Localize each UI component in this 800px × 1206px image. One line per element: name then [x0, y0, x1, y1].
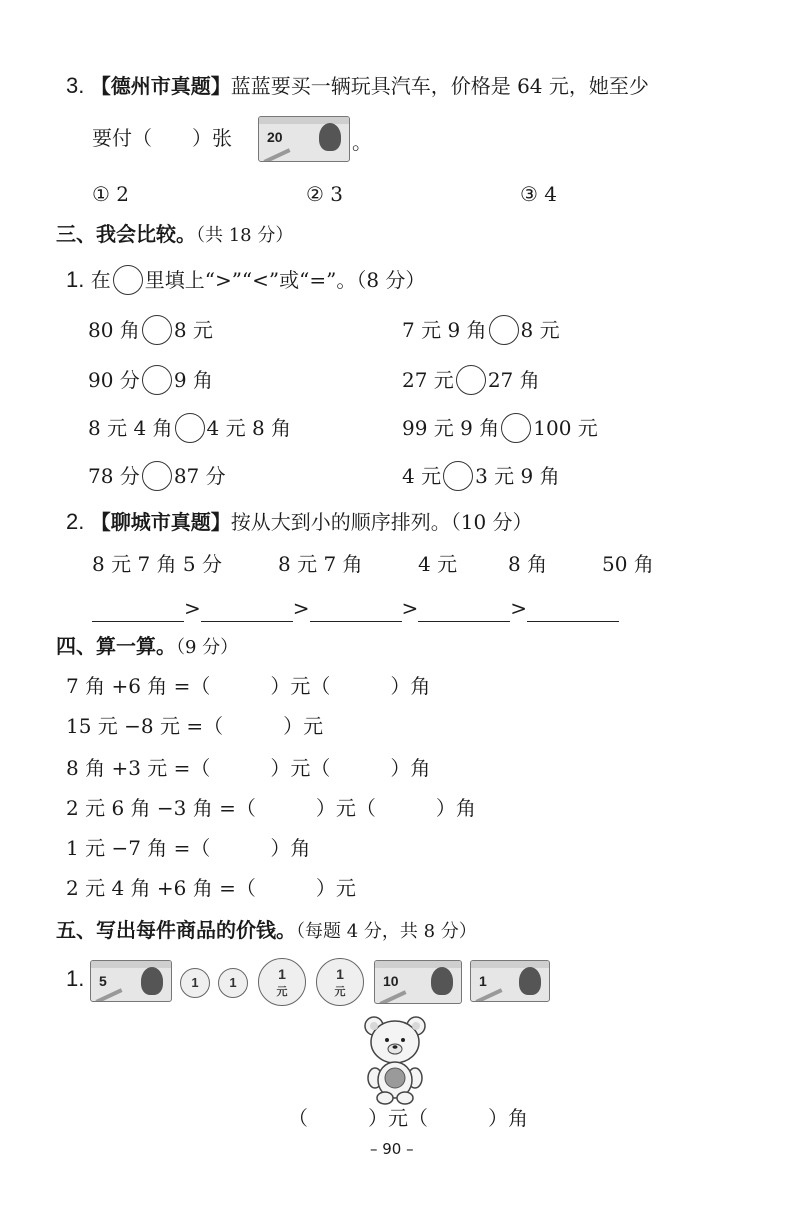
question-text: 蓝蓝要买一辆玩具汽车，价格是 64 元，她至少	[230, 74, 649, 98]
question-text: 要付（ ）张	[92, 126, 232, 150]
compare-item	[402, 316, 560, 345]
question-number: 3.	[66, 73, 85, 98]
compare-circle[interactable]	[142, 315, 172, 345]
compare-item	[402, 366, 540, 395]
coin-small-icon: 1	[180, 968, 210, 998]
question-number: 2.	[66, 509, 85, 534]
teddy-bear-icon	[360, 1014, 430, 1106]
order-item: 8 元 7 角	[278, 552, 363, 576]
answer-blank[interactable]	[527, 599, 619, 622]
order-item: 8 角	[508, 552, 548, 576]
compare-right: 3 元 9 角	[475, 464, 560, 488]
coin-value: 1	[336, 966, 344, 982]
answer-circle-icon	[113, 265, 143, 295]
question-text: 里填上“>”“<”或“=”。（8 分）	[144, 268, 426, 292]
section-3-question-1	[66, 266, 425, 295]
portrait-icon	[319, 123, 341, 151]
answer-blank[interactable]	[201, 599, 293, 622]
section-score: （9 分）	[176, 637, 239, 658]
compare-circle[interactable]	[501, 413, 531, 443]
question-source: 【德州市真题】	[90, 74, 231, 98]
compare-right: 8 元	[173, 318, 213, 342]
section-title: 五、写出每件商品的价钱。	[56, 918, 296, 942]
calc-line[interactable]: 8 角 +3 元 =（ ）元（ ）角	[66, 756, 431, 780]
coin-unit: 元	[334, 986, 346, 998]
compare-circle[interactable]	[443, 461, 473, 491]
greater-than: >	[401, 596, 419, 620]
section-title: 四、算一算。	[56, 634, 176, 658]
page-number: – 90 –	[370, 1140, 414, 1158]
section-score: （每题 4 分，共 8 分）	[296, 921, 477, 942]
compare-left: 27 元	[402, 368, 454, 392]
compare-item	[88, 462, 226, 491]
option-2[interactable]: ② 3	[306, 182, 344, 206]
compare-item	[402, 462, 560, 491]
compare-left: 80 角	[88, 318, 140, 342]
banknote-1-image	[470, 960, 550, 1002]
compare-right: 4 元 8 角	[206, 416, 292, 440]
compare-right: 27 角	[487, 368, 540, 392]
calc-line[interactable]: 15 元 −8 元 =（ ）元	[66, 714, 324, 738]
price-answer[interactable]: （ ）元（ ）角	[288, 1106, 528, 1130]
answer-blank[interactable]	[418, 599, 510, 622]
question-source: 【聊城市真题】	[90, 510, 231, 534]
order-item: 50 角	[602, 552, 654, 576]
compare-left: 4 元	[402, 464, 442, 488]
section-5-heading	[56, 916, 477, 946]
compare-item	[88, 366, 213, 395]
option-1[interactable]: ① 2	[92, 182, 130, 206]
banknote-10-image	[374, 960, 462, 1004]
calc-line[interactable]: 2 元 4 角 +6 角 =（ ）元	[66, 876, 356, 900]
compare-circle[interactable]	[456, 365, 486, 395]
coin-one-yuan-icon	[258, 958, 306, 1006]
compare-circle[interactable]	[489, 315, 519, 345]
calc-line[interactable]: 1 元 −7 角 =（ ）角	[66, 836, 311, 860]
compare-right: 100 元	[533, 416, 598, 440]
greater-than: >	[510, 596, 528, 620]
section-3-heading	[56, 220, 293, 250]
order-item: 4 元	[418, 552, 458, 576]
compare-right: 8 元	[520, 318, 560, 342]
coin-value: 1	[278, 966, 286, 982]
question-text-end: 。	[352, 130, 372, 154]
banknote-denomination: 10	[383, 973, 399, 989]
greater-than: >	[292, 596, 310, 620]
section-title: 三、我会比较。	[56, 222, 196, 246]
compare-left: 90 分	[88, 368, 140, 392]
coin-one-yuan-icon	[316, 958, 364, 1006]
compare-left: 7 元 9 角	[402, 318, 487, 342]
banknote-20-image	[258, 116, 350, 162]
compare-circle[interactable]	[142, 365, 172, 395]
coin-unit: 元	[276, 986, 288, 998]
calc-line[interactable]: 2 元 6 角 −3 角 =（ ）元（ ）角	[66, 796, 476, 820]
coin-small-icon: 1	[218, 968, 248, 998]
question-number: 1.	[66, 966, 85, 991]
greater-than: >	[184, 596, 201, 620]
question-text: 在	[90, 268, 111, 292]
compare-left: 8 元 4 角	[88, 416, 173, 440]
answer-blank[interactable]	[310, 599, 402, 622]
compare-left: 99 元 9 角	[402, 416, 500, 440]
order-answer-row	[92, 594, 619, 622]
compare-circle[interactable]	[142, 461, 172, 491]
banknote-denomination: 5	[99, 973, 107, 989]
compare-item	[402, 414, 598, 443]
banknote-denomination: 20	[267, 129, 283, 145]
order-item: 8 元 7 角 5 分	[92, 552, 222, 576]
section-4-heading	[56, 632, 238, 662]
compare-right: 87 分	[173, 464, 226, 488]
compare-left: 78 分	[88, 464, 140, 488]
question-number: 1.	[66, 267, 85, 292]
answer-blank[interactable]	[92, 599, 184, 622]
compare-item	[88, 316, 213, 345]
question-3	[66, 72, 649, 100]
section-score: （共 18 分）	[196, 225, 294, 246]
question-3-line2	[92, 124, 232, 152]
question-text: 按从大到小的顺序排列。（10 分）	[230, 510, 533, 534]
compare-right: 9 角	[173, 368, 213, 392]
option-3[interactable]: ③ 4	[520, 182, 558, 206]
compare-circle[interactable]	[175, 413, 205, 443]
section-3-question-2	[66, 508, 533, 536]
banknote-5-image	[90, 960, 172, 1002]
calc-line[interactable]: 7 角 +6 角 =（ ）元（ ）角	[66, 674, 431, 698]
banknote-denomination: 1	[479, 973, 487, 989]
compare-item	[88, 414, 291, 443]
